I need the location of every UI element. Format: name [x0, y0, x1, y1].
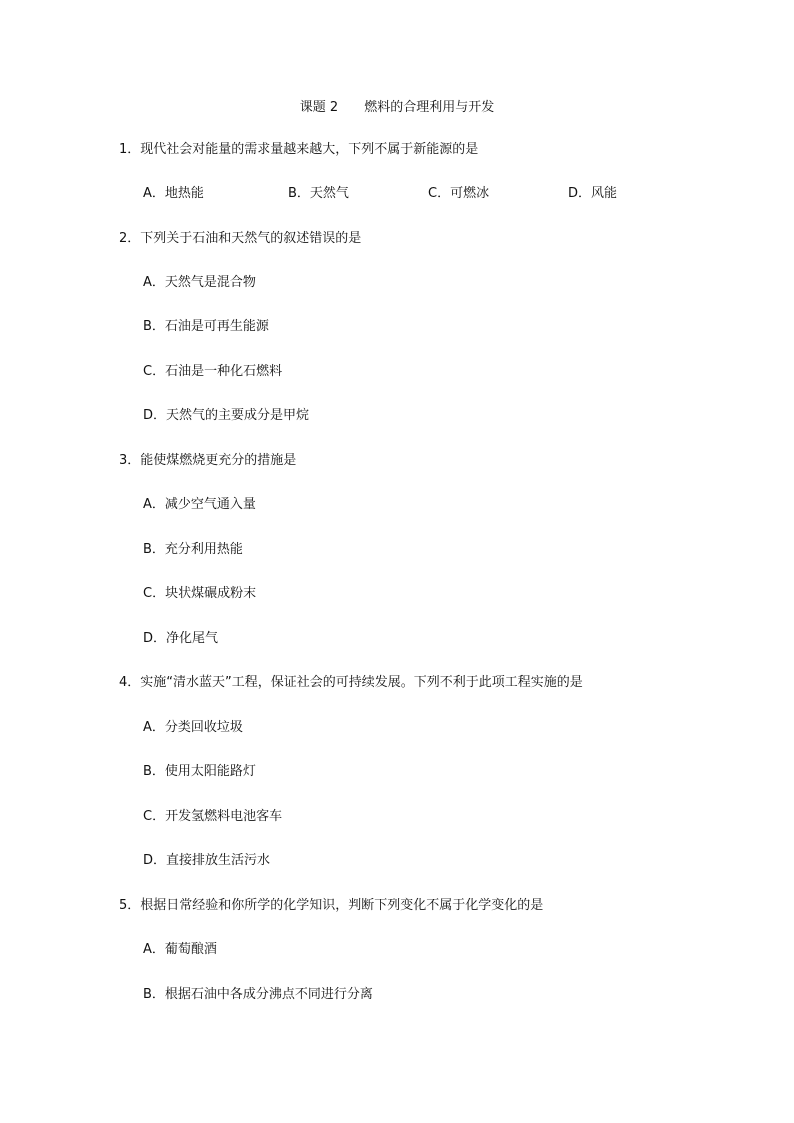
question-5-option-a: A．葡萄酿酒 — [143, 942, 217, 957]
question-1-option-d: D．风能 — [568, 186, 618, 201]
question-2-option-b: B．石油是可再生能源 — [143, 319, 269, 334]
question-3-option-d: D．净化尾气 — [143, 631, 219, 646]
question-3-stem: 3．能使煤燃烧更充分的措施是 — [119, 453, 297, 468]
question-5-stem: 5．根据日常经验和你所学的化学知识，判断下列变化不属于化学变化的是 — [119, 898, 544, 913]
question-1-option-c: C．可燃冰 — [428, 186, 490, 201]
question-4-option-c: C．开发氢燃料电池客车 — [143, 809, 283, 824]
question-3-option-c: C．块状煤碾成粉末 — [143, 586, 257, 601]
question-3-option-a: A．减少空气通入量 — [143, 497, 256, 512]
question-2-stem: 2．下列关于石油和天然气的叙述错误的是 — [119, 231, 362, 246]
question-2-option-a: A．天然气是混合物 — [143, 275, 256, 290]
document-title: 课题 2 燃料的合理利用与开发 — [299, 100, 495, 115]
question-1-stem: 1．现代社会对能量的需求量越来越大，下列不属于新能源的是 — [119, 142, 479, 157]
question-4-option-b: B．使用太阳能路灯 — [143, 764, 256, 779]
question-1-option-a: A．地热能 — [143, 186, 204, 201]
question-1-option-b: B．天然气 — [288, 186, 349, 201]
question-3-option-b: B．充分利用热能 — [143, 542, 243, 557]
question-4-option-d: D．直接排放生活污水 — [143, 853, 271, 868]
question-5-option-b: B．根据石油中各成分沸点不同进行分离 — [143, 987, 373, 1002]
question-4-stem: 4．实施“清水蓝天”工程，保证社会的可持续发展。下列不利于此项工程实施的是 — [119, 675, 583, 690]
question-4-option-a: A．分类回收垃圾 — [143, 720, 243, 735]
question-2-option-d: D．天然气的主要成分是甲烷 — [143, 408, 310, 423]
question-2-option-c: C．石油是一种化石燃料 — [143, 364, 283, 379]
